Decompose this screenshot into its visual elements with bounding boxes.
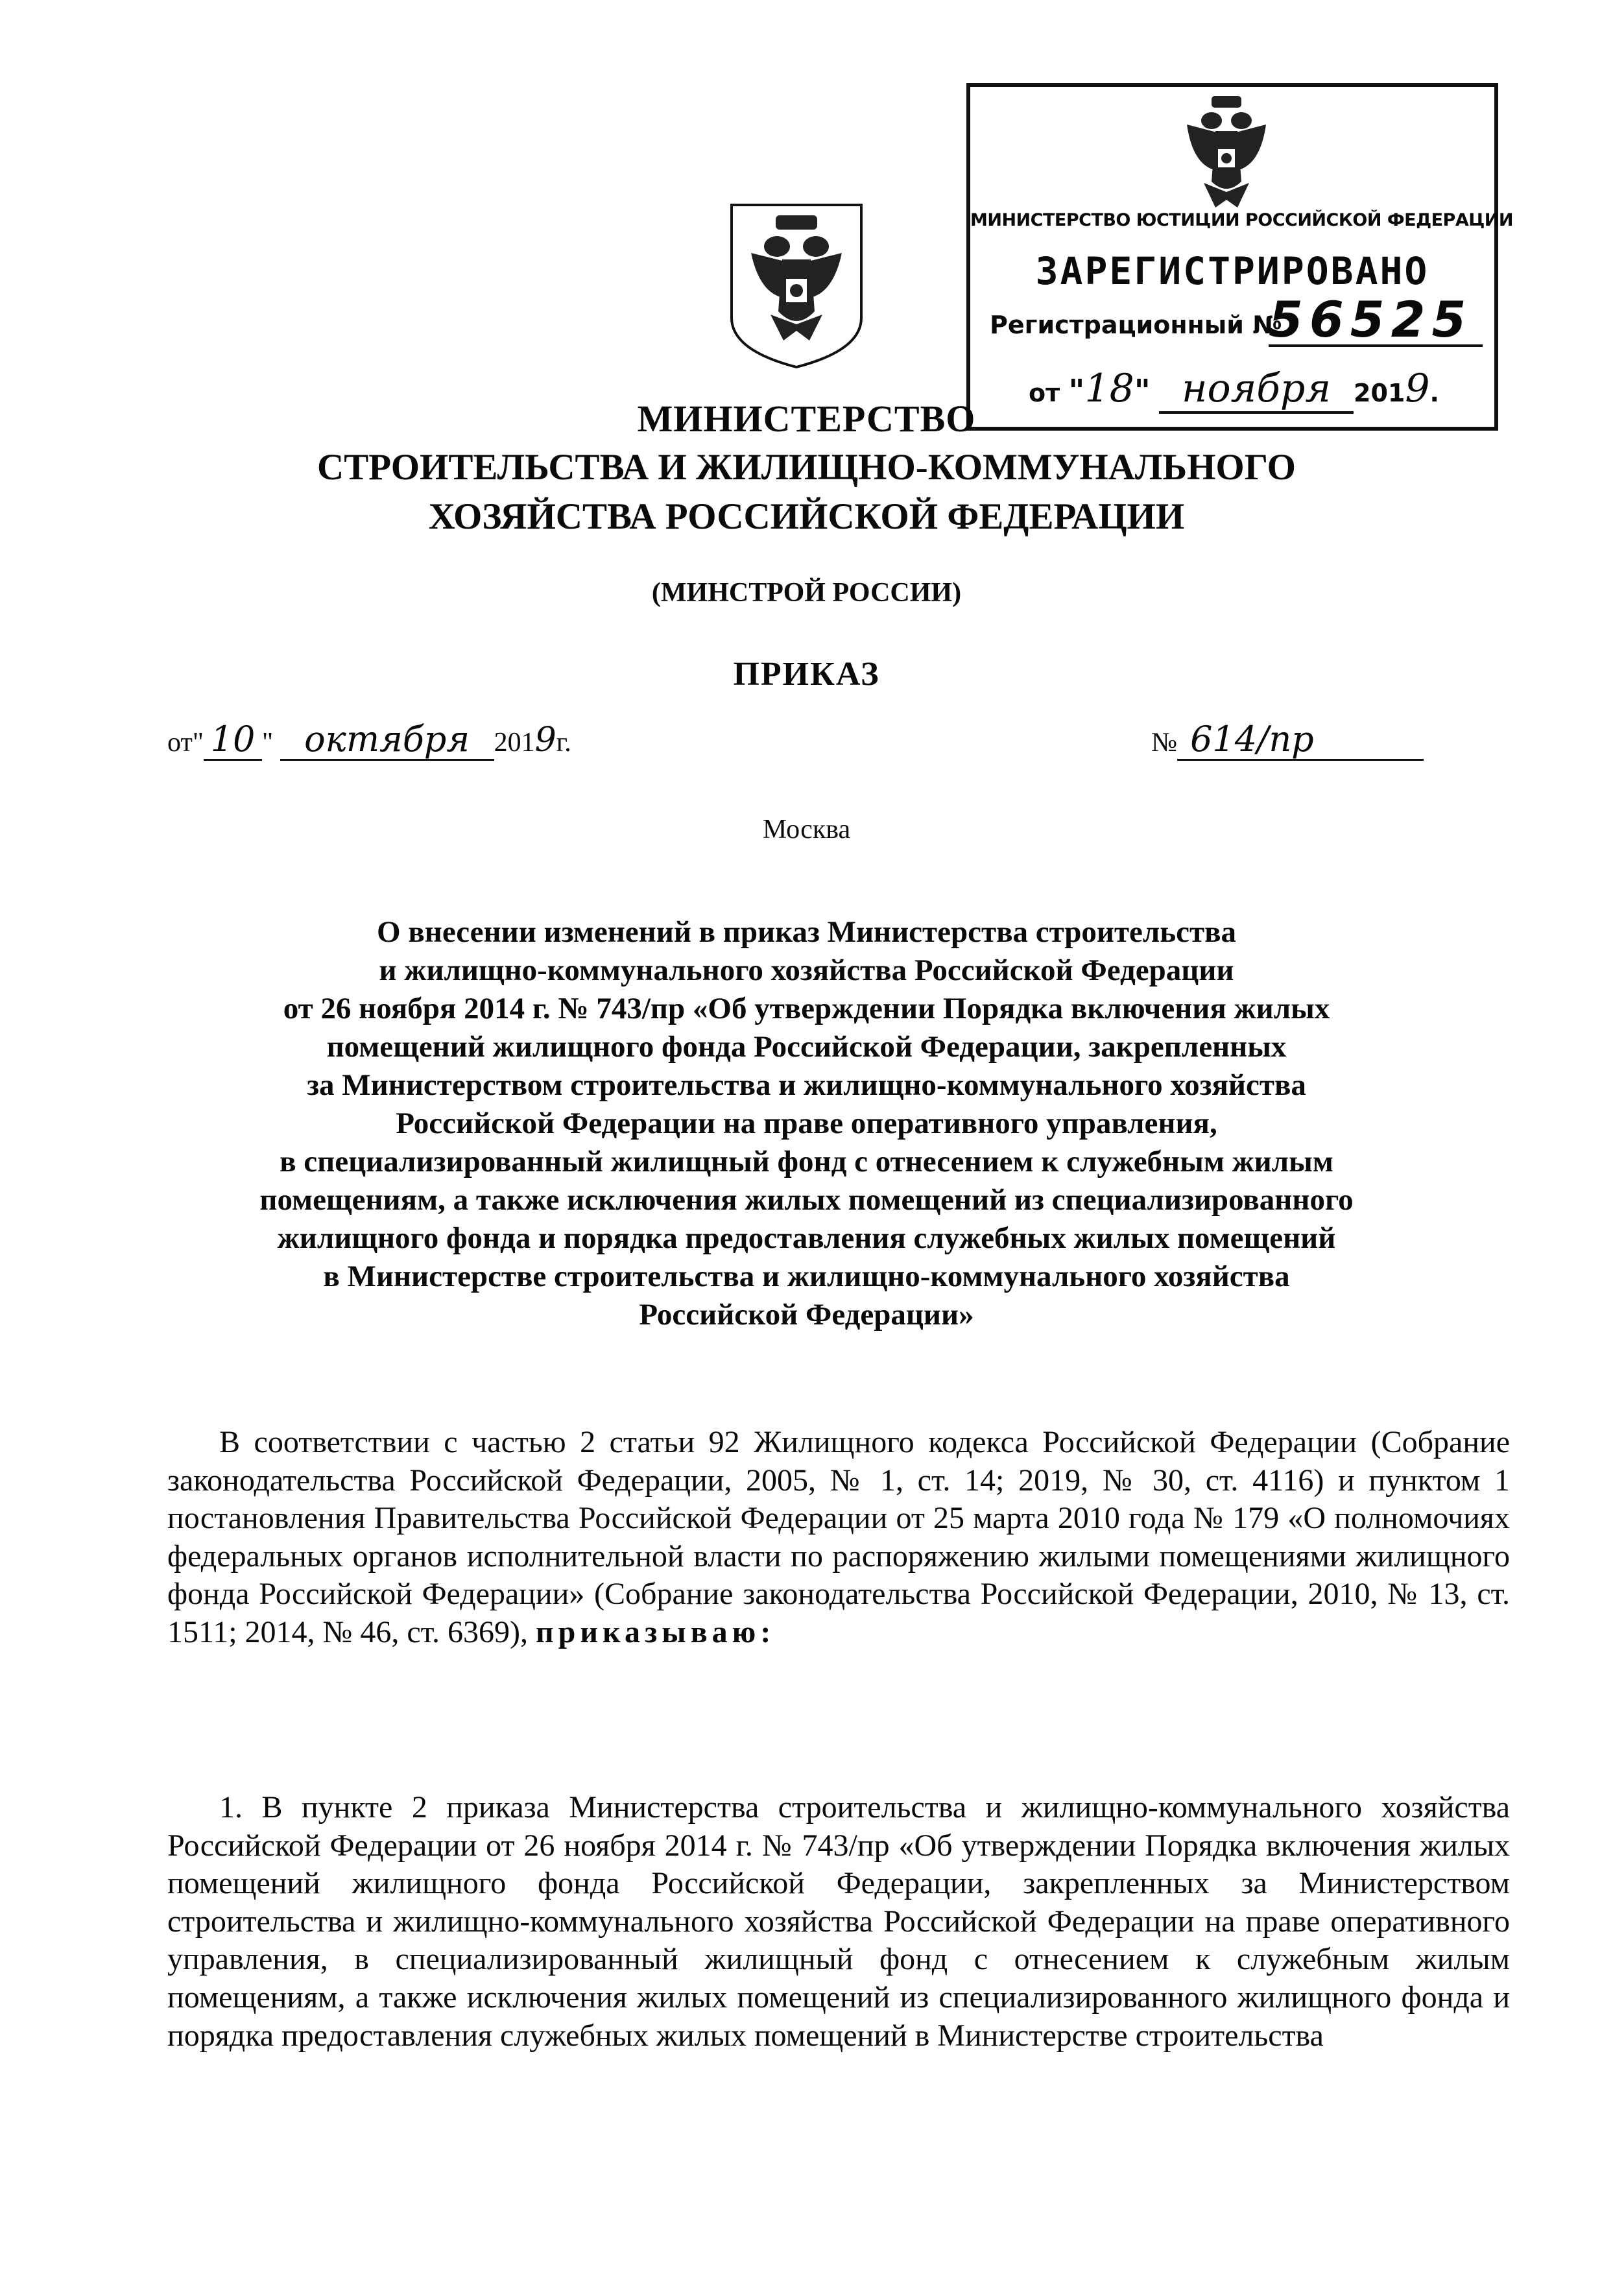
stamp-date-day: 18 [1084,366,1134,411]
stamp-reg-number: 56525 [1269,295,1483,347]
stamp-date-month: ноября [1159,366,1354,414]
stamp-date-row: от "18" ноября 2019. [1029,366,1483,418]
title-line: и жилищно-коммунального хозяйства Российской Федерации [379,953,1234,987]
order-date-suffix: г. [556,728,571,758]
stamp-eagle-emblem [1178,92,1275,214]
item-1-paragraph [167,1789,1510,2055]
title-line: в специализированный жилищный фонд с отнесением к служебным жилым [280,1145,1333,1178]
title-line: в Министерстве строительства и жилищно-коммунального хозяйства [323,1260,1290,1293]
order-number [1151,720,1437,772]
document-type: ПРИКАЗ [733,656,880,693]
stamp-date-year-digit: 9 [1405,366,1430,411]
stamp-registration-row [990,291,1483,363]
order-date-day: 10 [204,720,262,761]
order-date-prefix: от [167,728,193,758]
order-number-prefix: № [1151,728,1178,758]
title-line: О внесении изменений в приказ Министерства строительства [377,915,1236,949]
order-date: от" 10 " октября 2019г. [167,719,571,759]
title-line: жилищного фонда и порядка предоставления служебных жилых помещений [277,1221,1336,1255]
preamble-text: В соответствии с частью 2 статьи 92 Жилищного кодекса Российской Федерации (Собрание законодательства Российской Федерации, 2005, № 1, ст. 14; 2019, № 30, ст. 4116) и пунктом 1 постановления Правительства Российской Федерации от 25 марта 2010 года № 179 «О полномочиях федеральных органов исполнительной власти по распоряжению жилыми помещениями жилищного фонда Российской Федерации» (Собрание законодательства Российской Федерации, 2010, № 13, ст. 1511; 2014, № 46, ст. 6369), [167,1425,1510,1649]
title-line: помещений жилищного фонда Российской Федерации, закрепленных [326,1030,1287,1064]
issue-place: Москва [762,815,851,844]
ministry-name-line-3: ХОЗЯЙСТВА РОССИЙСКОЙ ФЕДЕРАЦИИ [428,496,1185,537]
title-line: за Министерством строительства и жилищно-коммунального хозяйства [307,1068,1306,1102]
stamp-reg-label: Регистрационный № [990,311,1282,339]
stamp-status: ЗАРЕГИСТРИРОВАНО [1035,249,1429,293]
order-date-year-prefix: 201 [494,728,535,758]
title-line: помещениям, а также исключения жилых помещений из специализированного [259,1183,1354,1217]
registration-stamp [966,83,1513,431]
decree-word: приказываю: [536,1614,776,1649]
order-date-month: октября [280,720,494,761]
title-line: Российской Федерации на праве оперативного управления, [396,1106,1217,1140]
order-date-year-digit: 9 [534,721,556,759]
stamp-date-prefix: от [1029,379,1060,407]
coat-of-arms-emblem [725,201,868,371]
item-1-text: 1. В пункте 2 приказа Министерства строительства и жилищно-коммунального хозяйства Российской Федерации от 26 ноября 2014 г. № 743/пр «Об утверждении Порядка включения жилых помещений жилищного фонда Российской Федерации, закрепленных за Министерством строительства и жилищно-коммунального хозяйства Российской Федерации на праве оперативного управления, в специализированный жилищный фонд с отнесением к служебным жилым помещениям, а также исключения жилых помещений из специализированного жилищного фонда и порядка предоставления служебных жилых помещений в Министерстве строительства [167,1790,1510,2053]
ministry-name-line-1: МИНИСТЕРСТВО [637,398,976,440]
ministry-name-line-2: СТРОИТЕЛЬСТВА И ЖИЛИЩНО-КОММУНАЛЬНОГО [317,447,1296,488]
title-line: Российской Федерации» [639,1298,974,1332]
ministry-abbreviation: (МИНСТРОЙ РОССИИ) [651,578,962,608]
title-line: от 26 ноября 2014 г. № 743/пр «Об утверждении Порядка включения жилых [283,992,1330,1025]
stamp-ministry-name: МИНИСТЕРСТВО ЮСТИЦИИ РОССИЙСКОЙ ФЕДЕРАЦИИ [970,210,1513,230]
stamp-date-year-prefix: 201 [1354,379,1405,407]
preamble-paragraph [167,1424,1510,1652]
order-number-value: 614/пр [1177,720,1424,761]
